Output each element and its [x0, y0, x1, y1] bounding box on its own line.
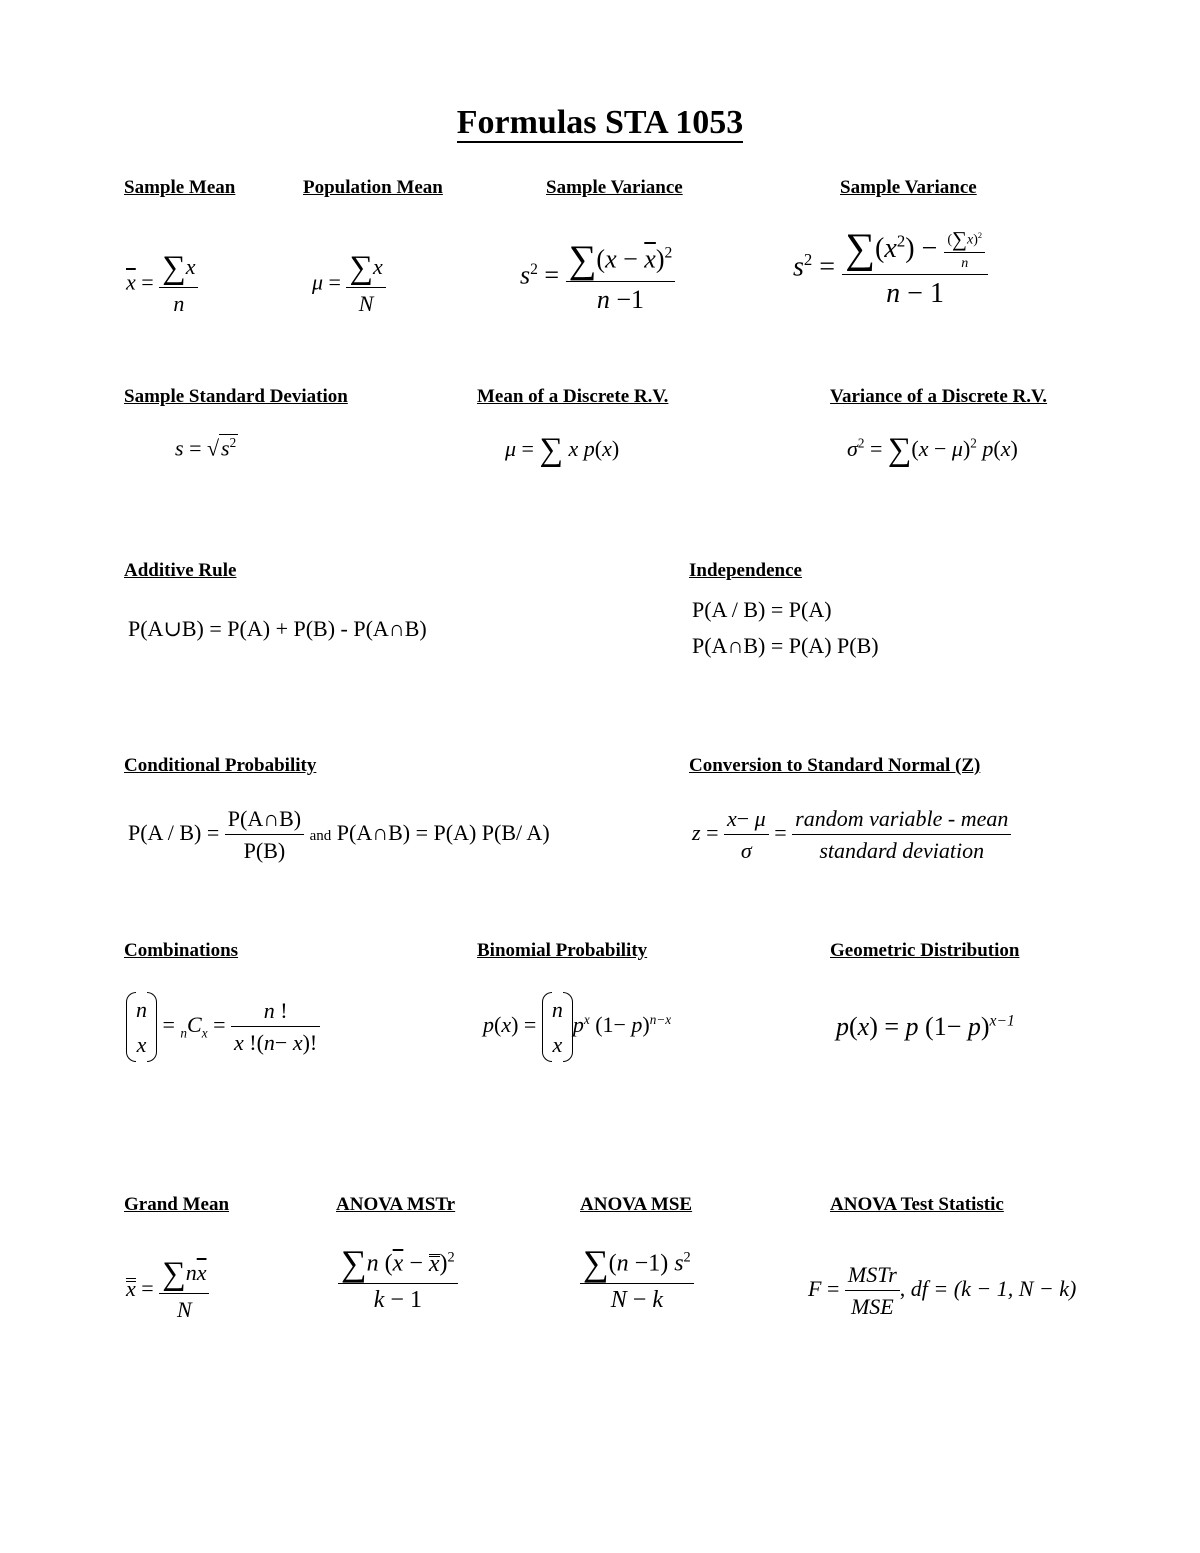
conditional-num: P(A∩B): [225, 806, 304, 835]
formula-variance-discrete: $\sigma^2 = \sum(x - \mu)^2$ p(x): [847, 432, 1018, 468]
heading-conditional-probability: Conditional Probability: [124, 755, 317, 776]
formula-mean-discrete: μ = ∑ x p(x): [505, 432, 620, 468]
page-title: Formulas STA 1053: [456, 104, 744, 141]
formula-population-mean: μ = $\frac{\sum x}{N}$: [312, 252, 386, 317]
heading-sample-mean: Sample Mean: [124, 177, 236, 198]
heading-additive-rule: Additive Rule: [124, 560, 237, 581]
formula-binomial: p(x) = n x $p^x$ $(1- p)^{n-x}$: [483, 992, 671, 1062]
heading-conversion-z: Conversion to Standard Normal (Z): [689, 755, 981, 776]
z-numerator-words: random variable - mean: [792, 806, 1011, 835]
formula-anova-mse: $\frac{\sum(n -1) s^2}{N - k}$: [580, 1245, 694, 1314]
formula-anova-mstr: $\frac{\sum n (\overline{x} - x)^2}{k - 1}$: [338, 1245, 458, 1314]
formula-grand-mean: x = $\frac{\sum n\overline{x}}{N}$: [126, 1258, 209, 1323]
heading-combinations: Combinations: [124, 940, 239, 961]
heading-sample-sd: Sample Standard Deviation: [124, 386, 348, 407]
formula-anova-test: F = $\frac{\text{MSTr}}{\text{MSE}}$ , df = (k − 1, N − k): [808, 1262, 1077, 1319]
heading-sample-variance: Sample Variance: [546, 177, 683, 198]
heading-variance-discrete: Variance of a Discrete R.V.: [830, 386, 1048, 407]
formula-independence-2: P(A∩B) = P(A) P(B): [692, 633, 879, 658]
formula-sample-sd: $s = √s^2$: [175, 435, 237, 461]
heading-anova-mse: ANOVA MSE: [580, 1194, 693, 1215]
heading-anova-mstr: ANOVA MSTr: [336, 1194, 456, 1215]
heading-binomial: Binomial Probability: [477, 940, 648, 961]
anova-df: df = (k − 1, N − k): [910, 1276, 1077, 1302]
heading-anova-test: ANOVA Test Statistic: [830, 1194, 1004, 1215]
conditional-and: and: [309, 828, 332, 845]
formula-independence-1: P(A / B) = P(A): [692, 597, 832, 622]
conditional-rhs: P(A∩B) = P(A) P(B/ A): [336, 820, 550, 846]
formula-sample-mean: $\overline{x}$ = $\frac{\sum x}{n}$: [126, 252, 198, 317]
heading-independence: Independence: [689, 560, 802, 581]
formula-geometric: p(x) = p $(1- p)^{x-1}$: [836, 1012, 1015, 1041]
conditional-den: P(B): [243, 838, 286, 863]
heading-sample-variance-alt: Sample Variance: [840, 177, 977, 198]
formula-additive-rule: P(A∪B) = P(A) + P(B) - P(A∩B): [128, 616, 427, 641]
formula-conditional-probability: [128, 806, 550, 864]
z-denominator-words: standard deviation: [819, 838, 985, 863]
formula-combinations: n x = $_nC_x$ = $\frac{n !}{x !(n- x)!}$: [126, 992, 320, 1062]
heading-population-mean: Population Mean: [303, 177, 443, 198]
formula-conversion-z: z = $\frac{x- \mu}{\sigma}$ = $\frac{\text{random variable - mean}}{\text{standard deviation}}$: [692, 806, 1011, 864]
formula-sample-variance-computational: $s^2$ = $\sum(x^2)$ − $\frac{(\sum x)^2}{n}$ n − 1: [793, 228, 988, 310]
heading-geometric: Geometric Distribution: [830, 940, 1020, 961]
heading-mean-discrete: Mean of a Discrete R.V.: [477, 386, 669, 407]
conditional-lhs: P(A / B) =: [128, 820, 220, 846]
heading-grand-mean: Grand Mean: [124, 1194, 230, 1215]
formula-sample-variance: $s^2$ = $\frac{\sum(x - \overline{x})^2}{n -1}$: [520, 240, 675, 315]
